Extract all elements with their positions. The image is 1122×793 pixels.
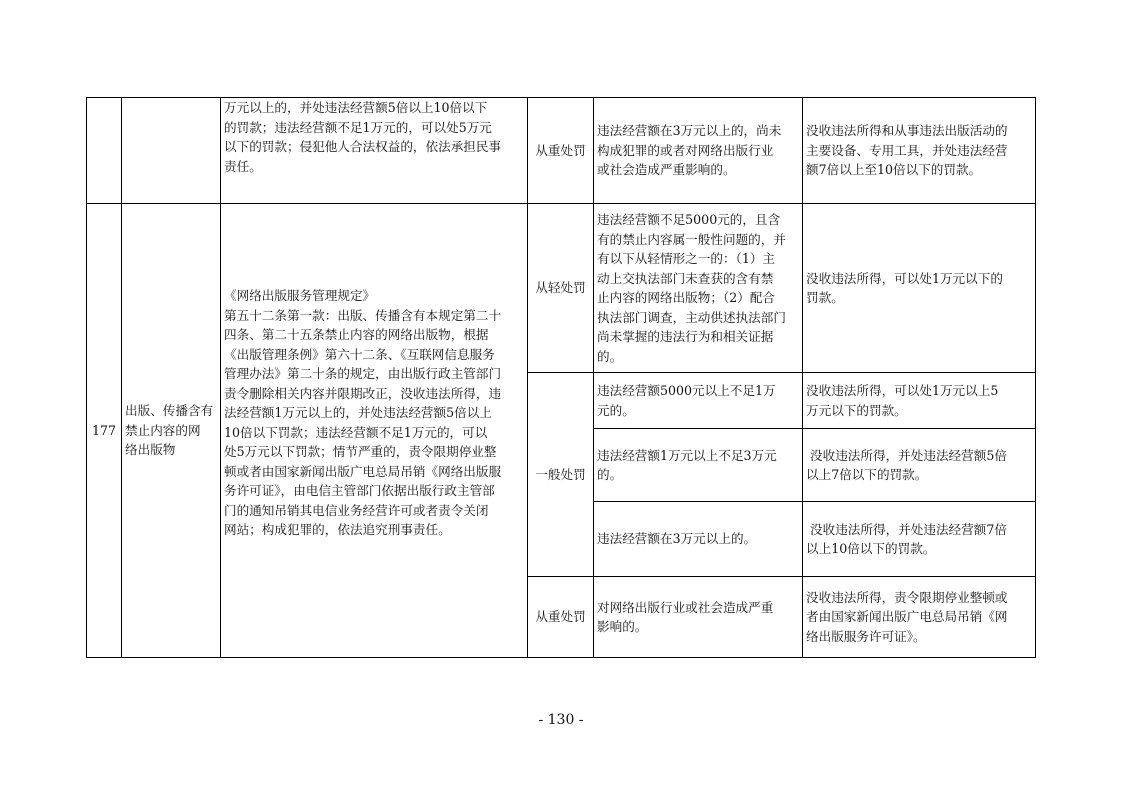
page-number: - 130 - bbox=[538, 712, 584, 728]
grade-light: 从轻处罚 bbox=[535, 280, 586, 296]
grade-general: 一般处罚 bbox=[535, 466, 586, 482]
grade-heavy: 从重处罚 bbox=[535, 609, 586, 625]
standard-heavy: 没收违法所得，责令限期停业整顿或 者由国家新闻出版广电总局吊销《网 络出版服务许可证》。 bbox=[806, 589, 1008, 644]
standard-general-1: 没收违法所得，可以处1万元以上5 万元以下的罚款。 bbox=[806, 383, 999, 418]
table-bottom-border bbox=[86, 657, 1036, 658]
basis-continued: 万元以上的，并处违法经营额5倍以上10倍以下 的罚款；违法经营额不足1万元的，可以处5万元 以下的罚款；侵犯他人合法权益的，依法承担民事 责任。 bbox=[224, 100, 502, 174]
condition-general-2: 违法经营额1万元以上不足3万元 的。 bbox=[597, 447, 777, 482]
condition-general-3: 违法经营额在3万元以上的。 bbox=[597, 531, 757, 547]
standard-heavy-top: 没收违法所得和从事违法出版活动的 主要设备、专用工具，并处违法经营 额7倍以上至10倍以下的罚款。 bbox=[806, 123, 1008, 178]
standard-general-3: 没收违法所得，并处违法经营额7倍 以上10倍以下的罚款。 bbox=[806, 521, 1007, 556]
condition-heavy-top: 违法经营额在3万元以上的，尚未 构成犯罪的或者对网络出版行业 或社会造成严重影响的。 bbox=[597, 123, 782, 178]
legal-basis: 《网络出版服务管理规定》 第五十二条第一款：出版、传播含有本规定第二十 四条、第二十五条禁止内容的网络出版物，根据 《出版管理条例》第六十二条、《互联网信息服务 管理办法》第二十条的规定，由出版行政主管部门 责令删除相关内容并限期改正，没收违法所得，违 法经营额1万元以上的，并处违法经营额5倍以上 10倍以下罚款；违法经营额不足1万元的，可以 处5万元以下罚款；情节严重的，责令限期停业整 顿或者由国家新闻出版广电总局吊销《网络出版服 务许可证》，由电信主管部门依据出版行政主管部 门的通知吊销其电信业务经营许可或者责令关闭 网站；构成犯罪的，依法追究刑事责任。 bbox=[224, 288, 502, 537]
condition-heavy: 对网络出版行业或社会造成严重 影响的。 bbox=[597, 599, 774, 634]
standard-general-2: 没收违法所得，并处违法经营额5倍 以上7倍以下的罚款。 bbox=[806, 447, 1007, 482]
violation-item: 出版、传播含有 禁止内容的网 络出版物 bbox=[125, 403, 214, 458]
condition-light: 违法经营额不足5000元的，且含 有的禁止内容属一般性问题的，并 有以下从轻情形之一的：（1）主 动上交执法部门未查获的含有禁 止内容的网络出版物；（2）配合 执法部门调查，主动供述执法部门 尚未掌握的违法行为和相关证据 的。 bbox=[597, 212, 786, 364]
col-border bbox=[1035, 97, 1036, 658]
row-number: 177 bbox=[91, 422, 117, 438]
grade-heavy-top: 从重处罚 bbox=[535, 142, 586, 158]
standard-light: 没收违法所得，可以处1万元以下的 罚款。 bbox=[806, 270, 1003, 305]
condition-general-1: 违法经营额5000元以上不足1万 元的。 bbox=[597, 383, 776, 418]
